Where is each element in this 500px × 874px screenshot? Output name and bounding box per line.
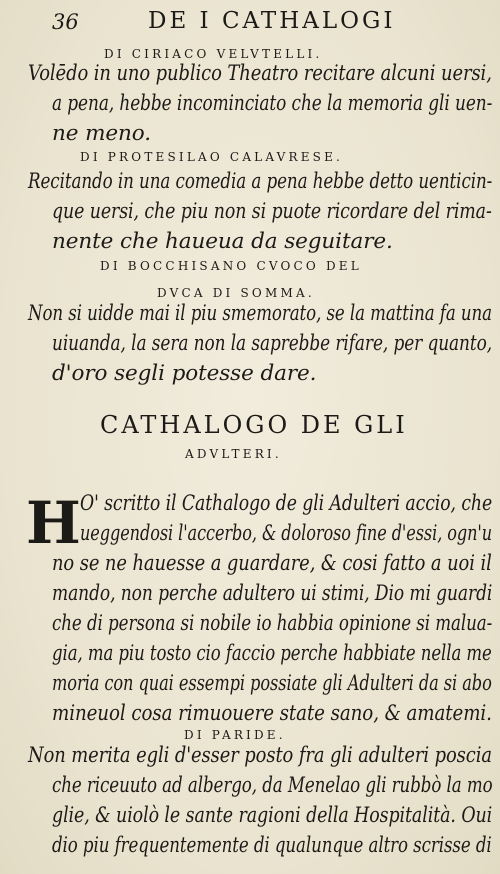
text-line: dio piu frequentemente di qualunque altro scrisse di <box>52 833 492 858</box>
text-line: Volēdo in uno publico Theatro recitare alcuni uersi, <box>28 61 492 86</box>
page-number: 36 <box>52 10 79 34</box>
running-title: DE I CATHALOGI <box>148 8 396 34</box>
text-line: ne meno. <box>52 121 151 146</box>
text-line: moria con quai essempi possiate gli Adulteri da si abo <box>52 671 492 696</box>
page-header <box>52 8 490 38</box>
text-line: glie, & uiolò le sante ragioni della Hospitalità. Oui <box>52 803 493 828</box>
section-heading: DI PARIDE. <box>184 728 286 742</box>
section-heading: DI CIRIACO VELVTELLI. <box>104 47 323 61</box>
text-line: ueggendosi l'accerbo, & doloroso fine d'essi, ogn'u <box>80 521 493 546</box>
text-line: gia, ma piu tosto cio faccio perche habbiate nella me <box>52 641 492 666</box>
text-line: mando, non perche adultero ui stimi, Dio mi guardi <box>52 581 493 606</box>
text-line: d'oro segli potesse dare. <box>52 361 317 386</box>
text-line: uiuanda, la sera non la saprebbe rifare, per quanto, <box>52 331 493 356</box>
text-line: che riceuuto ad albergo, da Menelao gli rubbò la mo <box>52 773 493 798</box>
section-heading: DI PROTESILAO CALAVRESE. <box>80 150 344 164</box>
section-heading: DI BOCCHISANO CVOCO DEL <box>100 259 362 273</box>
text-line: Non si uidde mai il piu smemorato, se la mattina fa una <box>28 301 492 326</box>
text-line: mineuol cosa rimuouere state sano, & amatemi. <box>52 701 492 726</box>
drop-cap: H <box>26 489 81 557</box>
text-line: nente che haueua da seguitare. <box>52 229 393 254</box>
text-line: Recitando in una comedia a pena hebbe detto uenticin- <box>28 169 493 194</box>
text-line: a pena, hebbe incominciato che la memoria gli uen- <box>52 91 493 116</box>
text-line: O' scritto il Cathalogo de gli Adulteri accio, che <box>80 491 493 516</box>
text-line: Non merita egli d'esser posto fra gli adulteri poscia <box>28 743 492 768</box>
text-line: no se ne hauesse a guardare, & cosi fatto a uoi il <box>52 551 492 576</box>
section-heading: DVCA DI SOMMA. <box>157 286 315 300</box>
text-line: que uersi, che piu non si puote ricordare del rima- <box>52 199 492 224</box>
text-line: che di persona si nobile io habbia opinione si malua- <box>52 611 493 636</box>
chapter-title: CATHALOGO DE GLI <box>100 411 408 439</box>
chapter-subtitle: ADVLTERI. <box>185 447 282 461</box>
